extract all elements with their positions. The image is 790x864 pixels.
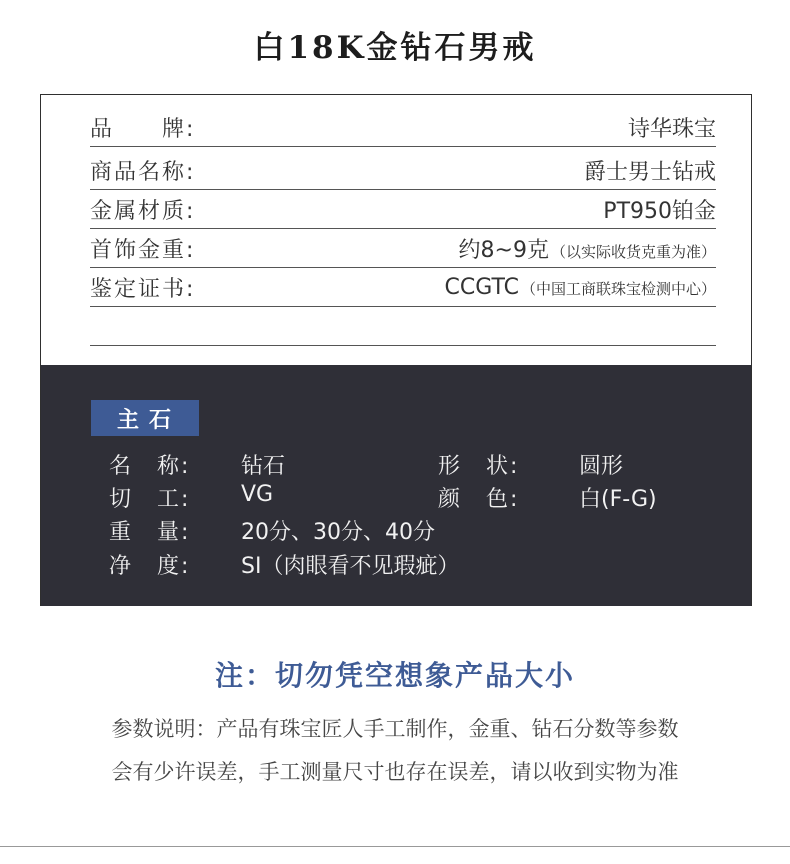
spec-label: 商品名称:: [90, 159, 196, 185]
spec-value-group: [444, 275, 716, 300]
spec-row-product-name: [90, 151, 716, 190]
stone-label-weight: 重 量:: [109, 520, 191, 545]
spec-row-material: [90, 190, 716, 229]
spec-value-group: [628, 112, 716, 143]
stone-label-cut: 切 工:: [109, 487, 191, 512]
spec-row-brand: [90, 108, 716, 147]
divider: [90, 345, 716, 346]
stone-value-color: 白(F-G): [579, 487, 657, 512]
spec-box: [40, 94, 752, 606]
spec-note: （以实际收货克重为准）: [550, 242, 716, 261]
spec-value: CCGTC: [444, 274, 519, 300]
spec-note: （中国工商联珠宝检测中心）: [520, 279, 716, 298]
product-title: 白18K金钻石男戒: [253, 30, 537, 66]
spec-value: 约8~9克: [458, 237, 549, 263]
spec-label: 品 牌:: [90, 116, 196, 142]
spec-value: 爵士男士钻戒: [583, 159, 716, 185]
main-stone-tag: 主石: [91, 400, 199, 436]
spec-label: 金属材质:: [90, 198, 196, 224]
spec-value: 诗华珠宝: [627, 116, 716, 142]
stone-value-clarity: SI（肉眼看不见瑕疵）: [241, 554, 460, 579]
spec-value-group: [584, 155, 716, 186]
bottom-divider: [0, 846, 790, 847]
spec-value: PT950铂金: [603, 198, 716, 224]
notice-line-1: 参数说明：产品有珠宝匠人手工制作，金重、钻石分数等参数: [111, 717, 679, 741]
stone-value-cut: VG: [241, 482, 274, 507]
spec-row-certificate: [90, 268, 716, 307]
notice-line-2: 会有少许误差，手工测量尺寸也存在误差，请以收到实物为准: [111, 760, 679, 784]
stone-value-weight: 20分、30分、40分: [241, 520, 435, 545]
main-stone-panel: [41, 365, 751, 606]
spec-value-group: [459, 233, 716, 264]
notice-title: 注：切勿凭空想象产品大小: [214, 659, 575, 692]
stone-label-shape: 形 状:: [438, 454, 520, 479]
spec-value-group: [603, 194, 716, 225]
spec-label: 鉴定证书:: [90, 276, 196, 302]
stone-value-shape: 圆形: [579, 454, 624, 479]
stone-value-name: 钻石: [241, 454, 286, 479]
spec-label: 首饰金重:: [90, 237, 196, 263]
stone-label-clarity: 净 度:: [109, 554, 191, 579]
spec-row-gold-weight: [90, 229, 716, 268]
stone-label-name: 名 称:: [109, 454, 191, 479]
stone-label-color: 颜 色:: [438, 487, 520, 512]
